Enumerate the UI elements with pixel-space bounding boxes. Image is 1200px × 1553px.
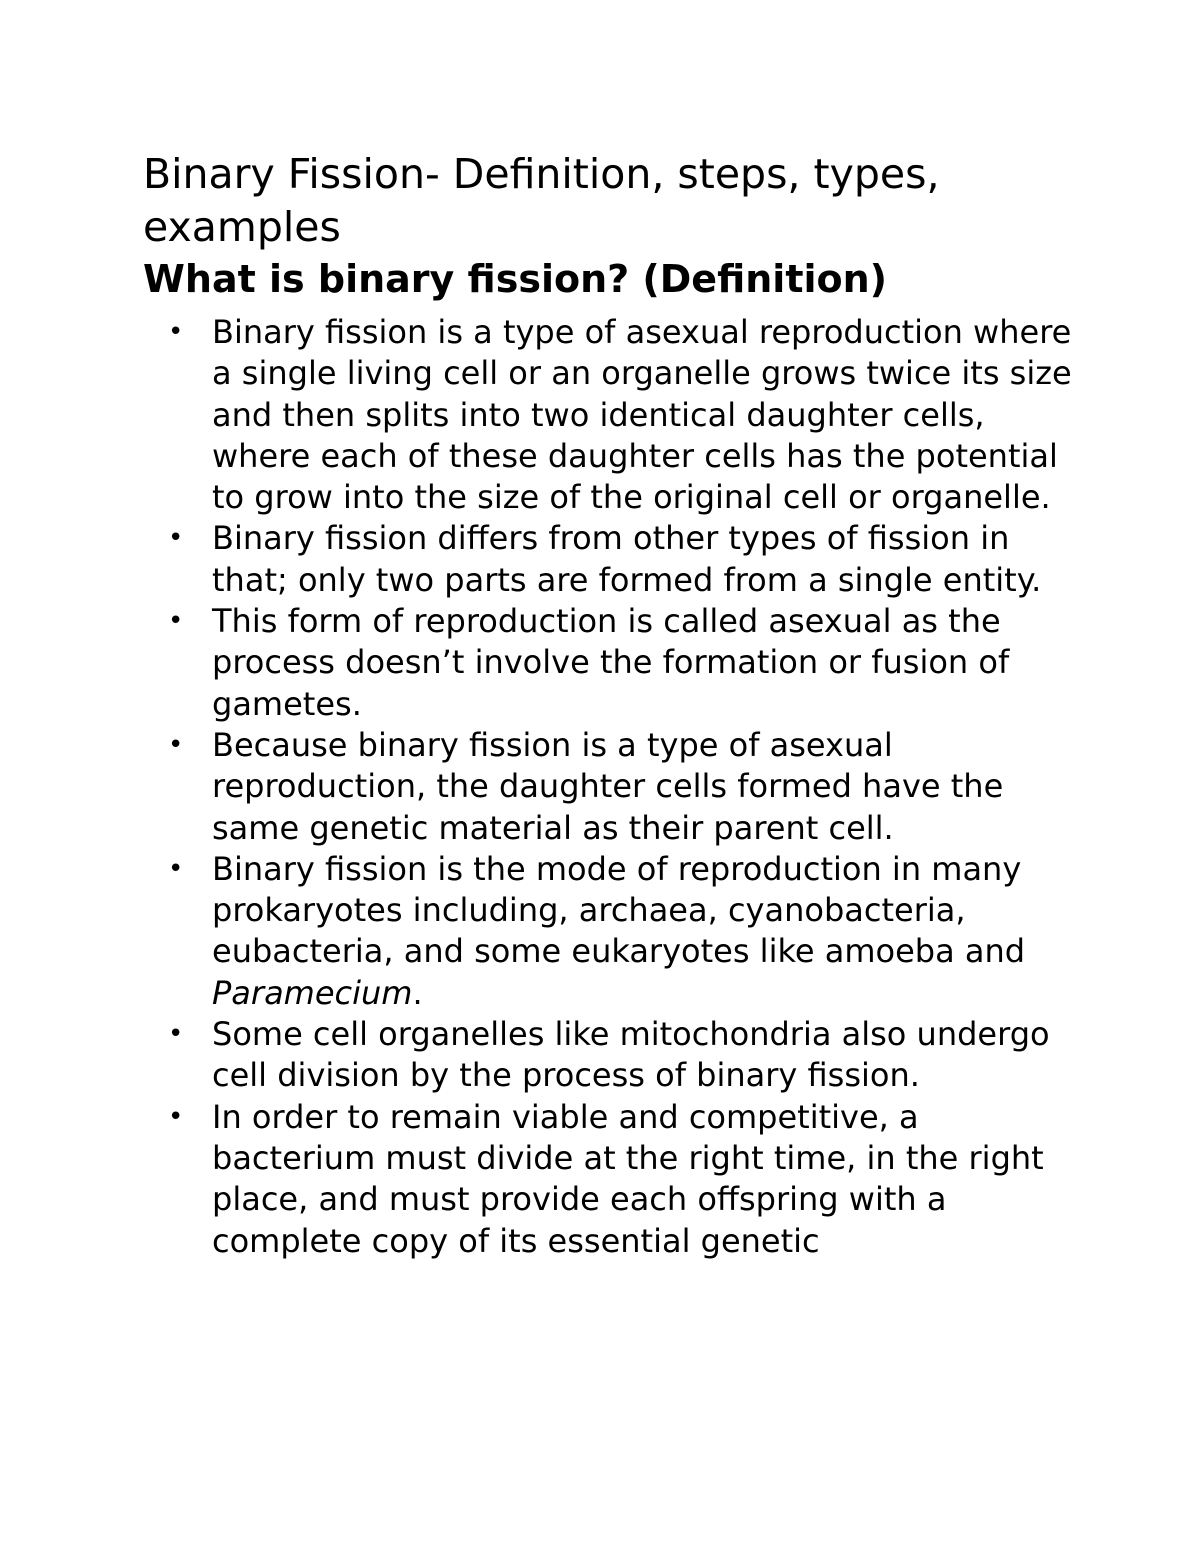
bullet-item	[143, 601, 1083, 725]
section-heading-definition: What is binary fission? (Definition)	[143, 257, 888, 301]
bullet-text: This form of reproduction is called asexual as the process doesn’t involve the formation or fusion of gametes.	[212, 602, 1010, 723]
bullet-text: In order to remain viable and competitive, a bacterium must divide at the right time, in the right place, and must provide each offspring with a complete copy of its essential genetic	[212, 1097, 1044, 1260]
bullet-text: Binary fission is a type of asexual reproduction where a single living cell or an organelle grows twice its size and then splits into two identical daughter cells, where each of these daughter cells has the potential to grow into the size of the original cell or organelle.	[212, 313, 1072, 517]
definition-bullet-list	[143, 312, 1083, 1262]
bullet-item	[143, 1097, 1083, 1262]
bullet-text: Because binary fission is a type of asexual reproduction, the daughter cells formed have the same genetic material as their parent cell.	[212, 725, 1004, 847]
document-title: Binary Fission- Definition, steps, types, examples	[143, 150, 940, 251]
bullet-icon: •	[168, 606, 184, 637]
bullet-icon: •	[168, 729, 184, 760]
bullet-item	[143, 725, 1083, 849]
bullet-text	[212, 850, 1025, 1012]
bullet-text: Binary fission differs from other types of fission in that; only two parts are formed from a single entity.	[212, 519, 1042, 599]
bullet-text-part: .	[412, 973, 423, 1012]
bullet-icon: •	[168, 1019, 184, 1050]
bullet-item	[143, 849, 1083, 1014]
bullet-item	[143, 312, 1083, 518]
bullet-icon: •	[168, 1101, 184, 1132]
bullet-icon: •	[168, 853, 184, 884]
bullet-icon: •	[168, 523, 184, 554]
bullet-text: Some cell organelles like mitochondria also undergo cell division by the process of binary fission.	[212, 1015, 1050, 1095]
bullet-item	[143, 518, 1083, 601]
document-content	[143, 148, 1083, 1262]
bullet-item	[143, 1014, 1083, 1097]
species-name-italic: Paramecium	[212, 973, 413, 1012]
bullet-text-part: Binary fission is the mode of reproduction in many prokaryotes including, archaea, cyanobacteria, eubacteria, and some eukaryotes like amoeba and	[212, 849, 1026, 971]
bullet-icon: •	[168, 317, 184, 347]
